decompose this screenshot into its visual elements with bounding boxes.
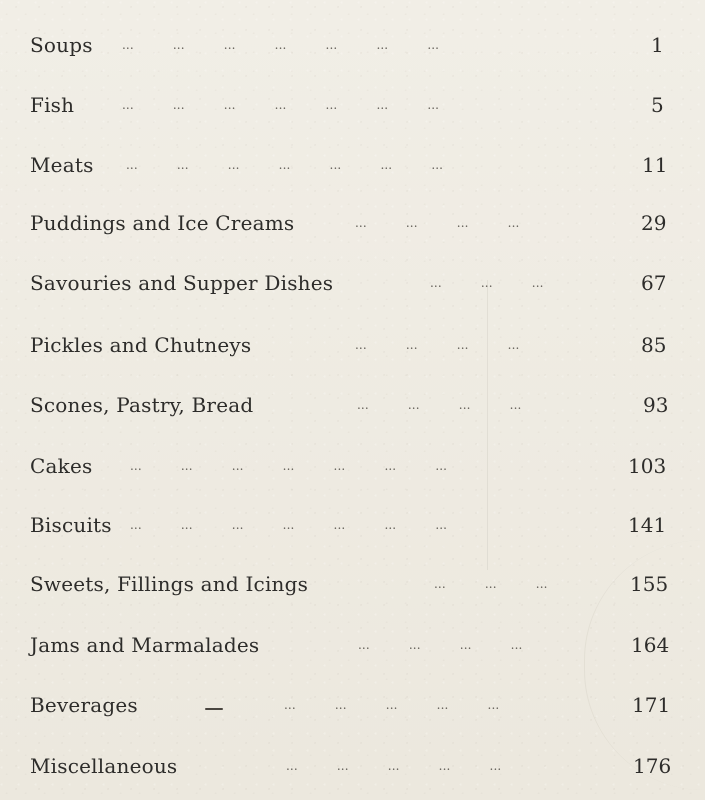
toc-row-biscuits	[0, 513, 705, 553]
toc-page-savouries: 67	[641, 271, 667, 295]
toc-label-biscuits: Biscuits	[30, 513, 112, 537]
toc-label-fish: Fish	[30, 93, 75, 117]
toc-label-meats: Meats	[30, 153, 94, 177]
toc-leaders-cakes: ... ... ... ... ... ... ...	[130, 459, 448, 473]
toc-label-soups: Soups	[30, 33, 93, 57]
toc-leaders-meats: ... ... ... ... ... ... ...	[126, 158, 444, 172]
toc-label-beverages: Beverages	[30, 693, 138, 717]
toc-row-pickles	[0, 333, 705, 373]
toc-page-scones: 93	[643, 393, 669, 417]
toc-row-jams	[0, 633, 705, 673]
toc-page-biscuits: 141	[628, 513, 667, 537]
toc-row-meats	[0, 153, 705, 193]
toc-label-puddings: Puddings and Ice Creams	[30, 211, 295, 235]
toc-page-soups: 1	[651, 33, 664, 57]
toc-leaders-scones: ... ... ... ...	[357, 398, 522, 412]
toc-label-sweets: Sweets, Fillings and Icings	[30, 572, 309, 596]
toc-label-savouries: Savouries and Supper Dishes	[30, 271, 334, 295]
toc-page-jams: 164	[631, 633, 670, 657]
toc-label-cakes: Cakes	[30, 454, 93, 478]
toc-page-cakes: 103	[628, 454, 667, 478]
toc-page-miscellaneous: 176	[633, 754, 672, 778]
toc-leaders-miscellaneous: ... ... ... ... ...	[286, 759, 502, 773]
toc-row-cakes	[0, 454, 705, 494]
toc-row-savouries	[0, 271, 705, 311]
toc-leaders-beverages: ... ... ... ... ...	[284, 698, 500, 712]
toc-page-pickles: 85	[641, 333, 667, 357]
toc-page-puddings: 29	[641, 211, 667, 235]
toc-page-beverages: 171	[632, 693, 671, 717]
toc-row-scones	[0, 393, 705, 433]
toc-page-sweets: 155	[630, 572, 669, 596]
toc-leaders-biscuits: ... ... ... ... ... ... ...	[130, 518, 448, 532]
toc-leaders-soups: ... ... ... ... ... ... ...	[122, 38, 440, 52]
toc-label-jams: Jams and Marmalades	[30, 633, 260, 657]
toc-row-miscellaneous	[0, 754, 705, 794]
toc-leaders-sweets: ... ... ...	[434, 577, 548, 591]
toc-row-beverages	[0, 693, 705, 733]
toc-label-pickles: Pickles and Chutneys	[30, 333, 252, 357]
toc-row-fish	[0, 93, 705, 133]
toc-leaders-savouries: ... ... ...	[430, 276, 544, 290]
toc-leaders-puddings: ... ... ... ...	[355, 216, 520, 230]
toc-label-miscellaneous: Miscellaneous	[30, 754, 178, 778]
toc-leaders-fish: ... ... ... ... ... ... ...	[122, 98, 440, 112]
toc-row-soups	[0, 33, 705, 73]
toc-row-puddings	[0, 211, 705, 251]
toc-leaders-pickles: ... ... ... ...	[355, 338, 520, 352]
toc-label-scones: Scones, Pastry, Bread	[30, 393, 254, 417]
toc-page-meats: 11	[642, 153, 668, 177]
toc-page-fish: 5	[651, 93, 664, 117]
toc-leaders-jams: ... ... ... ...	[358, 638, 523, 652]
toc-row-sweets	[0, 572, 705, 612]
